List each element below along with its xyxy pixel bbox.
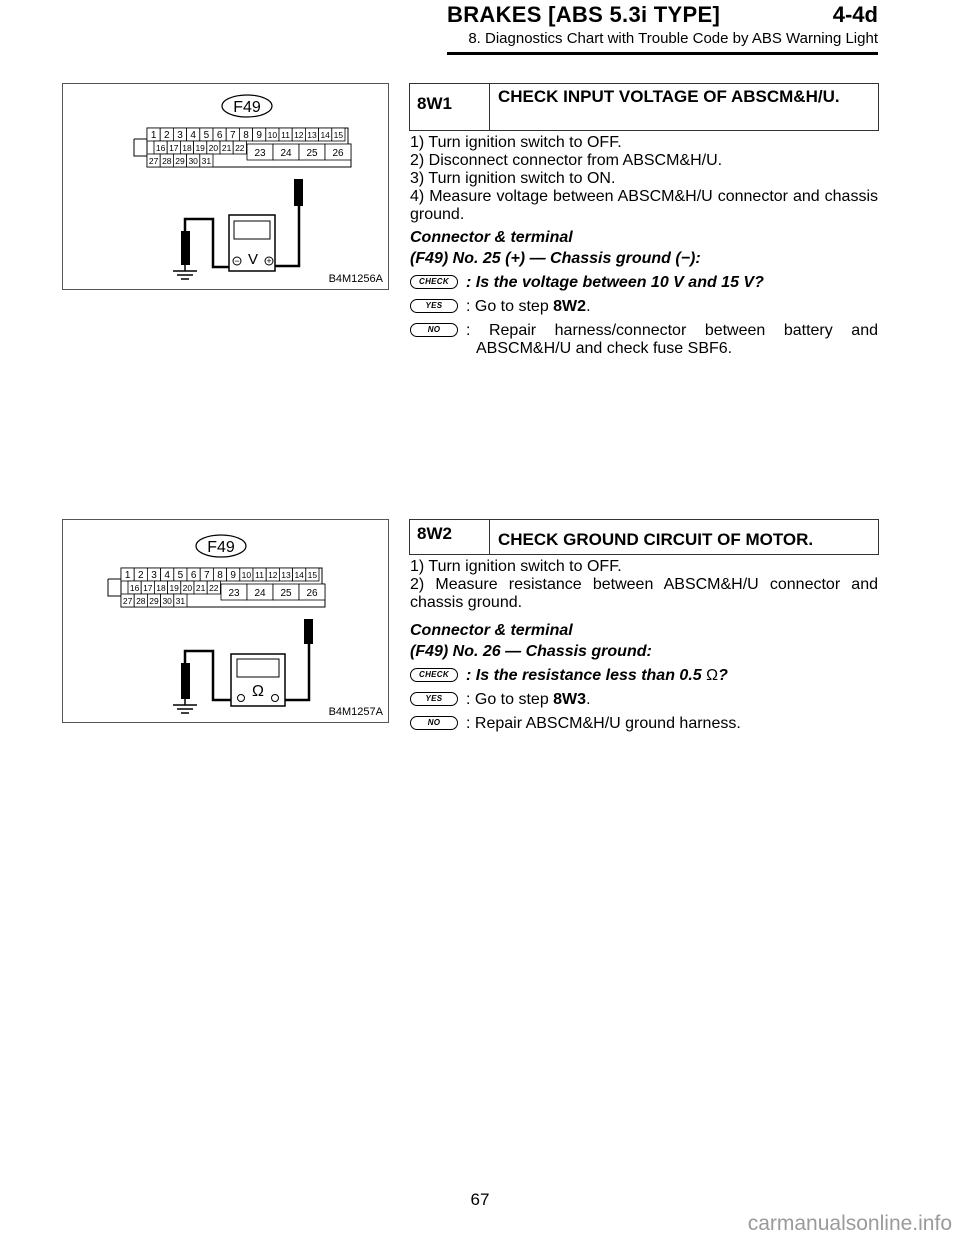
terminal-number: 15	[307, 570, 318, 580]
connector-f49	[134, 95, 351, 167]
terminal-number: 19	[195, 143, 205, 153]
step-title: CHECK GROUND CIRCUIT OF MOTOR.	[498, 530, 814, 549]
terminal-number: 13	[281, 570, 291, 580]
terminal-number: 4	[164, 570, 170, 581]
terminal-number: 19	[169, 583, 179, 593]
terminal-number: 27	[148, 156, 159, 166]
terminal-number: 12	[294, 130, 304, 140]
terminal-number: 1	[150, 130, 157, 141]
terminal-number: 2	[164, 130, 170, 141]
terminal-number: 21	[221, 143, 232, 153]
yes-badge: YES	[410, 299, 458, 313]
instruction: 2) Disconnect connector from ABSCM&H/U.	[410, 152, 723, 169]
terminal-number: 15	[333, 130, 344, 140]
meter-unit: V	[247, 251, 259, 268]
step-body-8w1	[410, 134, 878, 358]
ohm-symbol: Ω	[706, 667, 719, 684]
section-title: BRAKES [ABS 5.3i TYPE]	[447, 2, 721, 27]
figure-id: B4M1257A	[328, 706, 383, 718]
terminal-number: 11	[281, 130, 291, 140]
terminal-number: 27	[122, 596, 133, 606]
yes-badge: YES	[410, 692, 458, 706]
yes-row: YES : Go to step 8W2.	[410, 298, 878, 316]
probe-positive	[304, 619, 313, 644]
minus-sign: −	[234, 256, 240, 266]
terminal-number: 9	[256, 130, 262, 141]
connector-heading: Connector & terminal	[410, 622, 573, 639]
terminal-number: 16	[129, 583, 140, 593]
no-row	[410, 322, 878, 358]
terminal-number: 29	[175, 156, 185, 166]
connector-spec: (F49) No. 25 (+) — Chassis ground (−):	[410, 250, 701, 267]
terminal-number: 5	[203, 130, 210, 141]
watermark: carmanualsonline.info	[747, 1212, 952, 1235]
terminal-number: 7	[230, 130, 236, 141]
yes-action: : Go to step	[466, 691, 554, 708]
terminal-number: 22	[209, 583, 219, 593]
step-body-8w2	[410, 558, 878, 733]
step-id: 8W2	[410, 520, 490, 554]
terminal-number: 10	[241, 570, 252, 580]
terminal-number: 3	[177, 130, 183, 141]
terminal-number: 20	[208, 143, 219, 153]
terminal-number: 25	[280, 588, 292, 599]
terminal-number: 4	[190, 130, 196, 141]
terminal-number: 7	[204, 570, 210, 581]
terminal-number: 8	[217, 570, 223, 581]
step-header-8w2	[409, 519, 879, 555]
probe-wire-negative	[185, 651, 231, 700]
terminal-number: 14	[320, 130, 330, 140]
probe-ground	[181, 231, 190, 265]
no-badge: NO	[410, 323, 458, 337]
terminal-number: 3	[151, 570, 157, 581]
figure-id: B4M1256A	[328, 273, 383, 285]
header-rule	[447, 52, 878, 55]
connector-heading: Connector & terminal	[410, 229, 573, 246]
terminal-number: 10	[267, 130, 278, 140]
section-code: 4-4d	[832, 2, 878, 27]
terminal-number: 30	[188, 156, 198, 166]
connector-spec: (F49) No. 26 — Chassis ground:	[410, 643, 652, 660]
terminal-number: 14	[294, 570, 304, 580]
connector-label: F49	[233, 99, 261, 116]
instruction: 1) Turn ignition switch to OFF.	[410, 558, 622, 575]
terminal-number: 6	[216, 130, 223, 141]
terminal-number: 24	[254, 588, 266, 599]
terminal-number: 29	[149, 596, 159, 606]
check-question: : Is the voltage between 10 V and 15 V?	[466, 274, 764, 291]
terminal-number: 2	[138, 570, 144, 581]
terminal-number: 30	[162, 596, 172, 606]
step-title: CHECK INPUT VOLTAGE OF ABSCM&H/U.	[498, 87, 840, 106]
check-badge: CHECK	[410, 275, 458, 289]
wiring-diagram	[63, 520, 388, 722]
check-question: : Is the resistance less than 0.5	[466, 667, 707, 684]
terminal-number: 25	[306, 148, 318, 159]
no-badge: NO	[410, 716, 458, 730]
terminal-number: 11	[255, 570, 265, 580]
step-header-8w1	[409, 83, 879, 131]
terminal-number: 18	[182, 143, 192, 153]
terminal-number: 28	[136, 596, 146, 606]
probe-ground	[181, 663, 190, 699]
terminal-number: 6	[190, 570, 197, 581]
check-badge: CHECK	[410, 668, 458, 682]
yes-action: : Go to step	[466, 298, 554, 315]
instruction: 2) Measure resistance between ABSCM&H/U connector and chassis ground.	[410, 576, 878, 611]
terminal-number: 17	[169, 143, 179, 153]
meter-display	[234, 221, 270, 239]
meter-display	[237, 659, 279, 677]
terminal-number: 13	[307, 130, 317, 140]
plus-terminal	[272, 695, 279, 702]
connector-label: F49	[207, 539, 235, 556]
no-row	[410, 715, 878, 733]
yes-target-step: 8W2	[553, 298, 587, 315]
terminal-number: 21	[195, 583, 206, 593]
figure-voltage-check	[62, 83, 389, 290]
terminal-number: 1	[124, 570, 131, 581]
plus-sign: +	[266, 256, 272, 266]
terminal-number: 9	[230, 570, 236, 581]
terminal-number: 31	[175, 596, 186, 606]
check-row	[410, 274, 878, 292]
connector-f49	[108, 535, 325, 607]
check-row: CHECK : Is the resistance less than 0.5 Ω?	[410, 667, 878, 685]
terminal-number: 20	[182, 583, 193, 593]
section-subtitle: 8. Diagnostics Chart with Trouble Code by ABS Warning Light	[468, 30, 878, 47]
no-action: : Repair ABSCM&H/U ground harness.	[466, 715, 741, 732]
step-id: 8W1	[410, 84, 490, 130]
terminal-number: 17	[143, 583, 153, 593]
probe-positive	[294, 179, 303, 206]
yes-row: YES : Go to step 8W3.	[410, 691, 878, 709]
figure-resistance-check	[62, 519, 389, 723]
page-number: 67	[470, 1190, 490, 1209]
terminal-number: 24	[280, 148, 292, 159]
meter-unit: Ω	[252, 683, 264, 700]
terminal-number: 22	[235, 143, 245, 153]
terminal-number: 5	[177, 570, 184, 581]
probe-wire-negative	[185, 219, 229, 267]
instruction: 1) Turn ignition switch to OFF.	[410, 134, 622, 151]
terminal-number: 31	[201, 156, 212, 166]
terminal-number: 26	[306, 588, 318, 599]
terminal-number: 8	[243, 130, 249, 141]
terminal-number: 23	[228, 588, 240, 599]
terminal-number: 23	[254, 148, 266, 159]
terminal-number: 12	[268, 570, 278, 580]
no-action: : Repair harness/connector between battery and ABSCM&H/U and check fuse SBF6.	[466, 322, 878, 357]
minus-terminal	[238, 695, 245, 702]
wiring-diagram	[63, 84, 388, 289]
terminal-number: 26	[332, 148, 344, 159]
terminal-number: 16	[155, 143, 166, 153]
instruction: 3) Turn ignition switch to ON.	[410, 170, 616, 187]
instruction: 4) Measure voltage between ABSCM&H/U connector and chassis ground.	[410, 188, 878, 223]
yes-target-step: 8W3	[553, 691, 587, 708]
terminal-number: 18	[156, 583, 166, 593]
terminal-number: 28	[162, 156, 172, 166]
